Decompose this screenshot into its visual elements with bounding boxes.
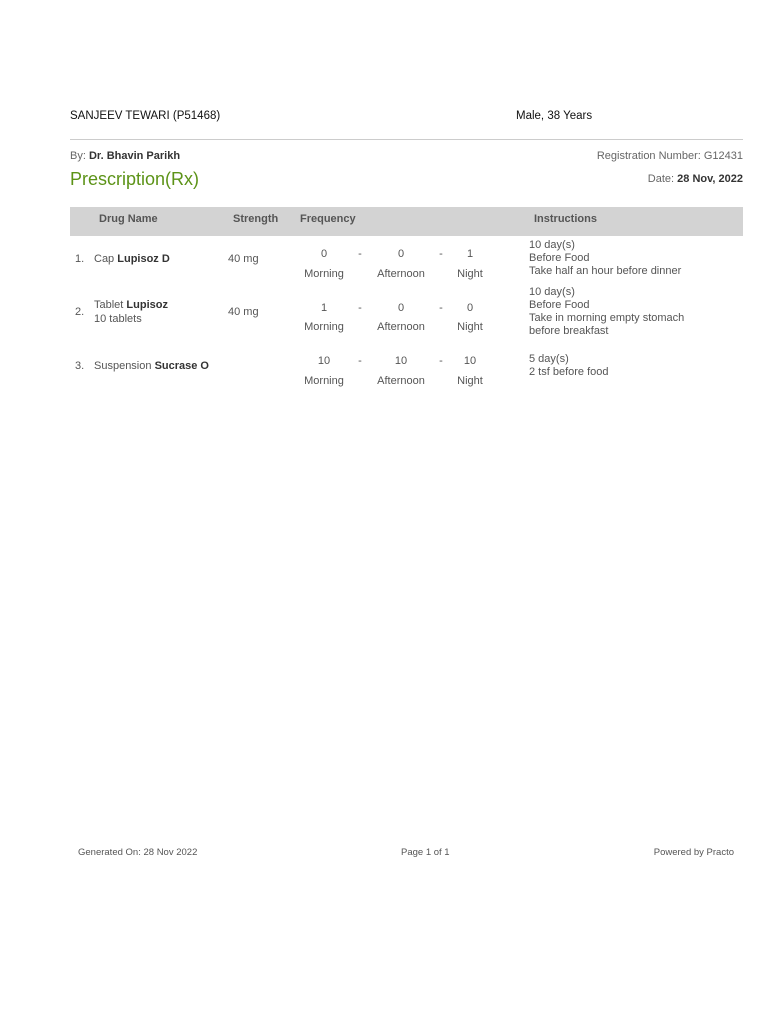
freq-night-value: 1 <box>466 248 474 260</box>
drug-type: Suspension <box>94 360 152 372</box>
row-number: 2. <box>75 306 85 318</box>
doctor-name: Dr. Bhavin Parikh <box>88 150 181 162</box>
header-divider <box>70 139 743 140</box>
freq-separator: - <box>439 302 443 314</box>
date-prefix: Date: <box>647 173 675 185</box>
instruction-line: Take half an hour before dinner <box>529 265 682 277</box>
freq-morning-value: 1 <box>320 302 328 314</box>
freq-morning-label: Morning <box>304 321 344 333</box>
instruction-line: 5 day(s) <box>529 353 569 365</box>
freq-afternoon-label: Afternoon <box>377 321 425 333</box>
header-strength: Strength <box>233 213 279 225</box>
drug-brand: Sucrase O <box>154 360 209 372</box>
drug-name <box>94 360 209 372</box>
freq-separator: - <box>358 302 362 314</box>
freq-night-label: Night <box>457 321 483 333</box>
freq-morning-value: 10 <box>317 355 331 367</box>
drug-type: Tablet <box>94 299 124 311</box>
row-number: 1. <box>75 253 85 265</box>
instruction-line: 10 day(s) <box>529 286 575 298</box>
freq-afternoon-label: Afternoon <box>377 268 425 280</box>
doctor-line <box>70 150 180 162</box>
date-value: 28 Nov, 2022 <box>677 173 743 185</box>
header-drug-name: Drug Name <box>99 213 158 225</box>
instructions <box>529 286 684 338</box>
drug-quantity: 10 tablets <box>94 313 142 325</box>
patient-name: SANJEEV TEWARI (P51468) <box>70 110 221 122</box>
freq-night-label: Night <box>457 268 483 280</box>
instruction-line: Before Food <box>529 299 590 311</box>
instructions <box>529 353 609 379</box>
date-line <box>648 173 743 185</box>
prescription-title: Prescription(Rx) <box>70 169 200 189</box>
freq-afternoon-value: 0 <box>397 302 405 314</box>
drug-name <box>94 253 170 265</box>
freq-morning-label: Morning <box>304 375 344 387</box>
freq-separator: - <box>439 248 443 260</box>
freq-afternoon-value: 10 <box>394 355 408 367</box>
footer-generated-on: Generated On: 28 Nov 2022 <box>78 847 198 858</box>
freq-afternoon-label: Afternoon <box>377 375 425 387</box>
footer-page-number: Page 1 of 1 <box>401 847 450 858</box>
patient-gender-age: Male, 38 Years <box>516 110 593 122</box>
instructions <box>529 239 681 278</box>
drug-name <box>94 299 168 311</box>
instruction-line: 10 day(s) <box>529 239 575 251</box>
table-header <box>70 207 743 236</box>
freq-afternoon-value: 0 <box>397 248 405 260</box>
drug-brand: Lupisoz <box>126 299 168 311</box>
freq-separator: - <box>358 248 362 260</box>
registration-number: Registration Number: G12431 <box>596 150 743 162</box>
freq-night-value: 10 <box>463 355 477 367</box>
drug-type: Cap <box>94 253 115 265</box>
header-instructions: Instructions <box>534 213 597 225</box>
drug-strength: 40 mg <box>228 253 259 265</box>
doctor-prefix: By: <box>70 150 86 162</box>
freq-night-label: Night <box>457 375 483 387</box>
freq-separator: - <box>358 355 362 367</box>
row-number: 3. <box>75 360 85 372</box>
instruction-line: Take in morning empty stomach <box>529 312 685 324</box>
drug-strength: 40 mg <box>228 306 259 318</box>
freq-morning-value: 0 <box>320 248 328 260</box>
instruction-line: before breakfast <box>529 325 609 337</box>
freq-morning-label: Morning <box>304 268 344 280</box>
freq-separator: - <box>439 355 443 367</box>
freq-night-value: 0 <box>466 302 474 314</box>
footer-powered-by: Powered by Practo <box>653 847 734 858</box>
instruction-line: 2 tsf before food <box>529 366 609 378</box>
instruction-line: Before Food <box>529 252 590 264</box>
header-frequency: Frequency <box>300 213 356 225</box>
drug-brand: Lupisoz D <box>117 253 170 265</box>
